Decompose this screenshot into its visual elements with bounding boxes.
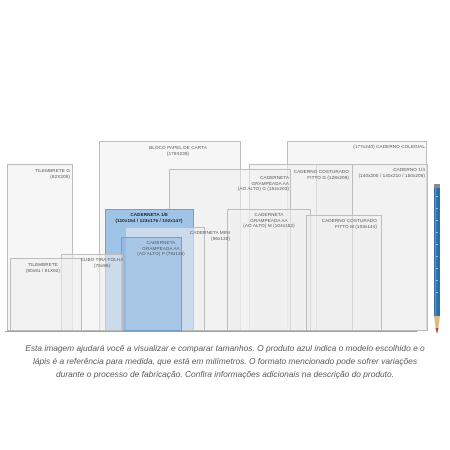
label-caderno-costurado-g: CADERNO COSTURADO FITTO G (128x208) <box>293 169 349 180</box>
caption-text: Esta imagem ajudará você a visualizar e comparar tamanhos. O produto azul indica o modelo escolhido e o lápis é a referência para medida, que está em milímetros. O formato mencionado pode sofrer variações durante o processo de fabricação. Confira informações adicionais na descrição do produto. <box>25 343 425 379</box>
label-caderno-colegial: (177x240) CADERNO COLEGIAL <box>353 144 425 149</box>
label-cubo-tira-folha: CUBO TIRA FOLHA (76x96) <box>80 257 124 268</box>
label-caderno-costurado-m: CADERNO COSTURADO FITTO M (103x144) <box>321 218 377 229</box>
label-caderneta-grampeada-m: CADERNETA GRAMPEADA AA (AO ALTO) M (104x152) <box>243 212 295 229</box>
label-caderneta-grampeada-g: CADERNETA GRAMPEADA AA (AO ALTO) G (152x203) <box>237 175 289 192</box>
label-tilembrete: TILEMBRETE (80x91 / 91X92) <box>25 262 61 273</box>
label-caderno-34: CADERNO 1/4 (140x200 / 140x210 / 150x208) <box>358 167 425 178</box>
label-caderneta-18: CADERNETA 1/8 (110x154 / 123x176 / 102x147) <box>115 212 183 223</box>
label-bloco-carta: BLOCO PAPEL DE CARTA (176X239) <box>149 145 207 156</box>
pencil-icon <box>430 182 444 337</box>
label-tilembrete-g: TILEMBRETE G (82X209) <box>35 168 70 179</box>
label-caderneta-grampeada-p: CADERNETA GRAMPEADA AA (AO ALTO) P (76x118) <box>137 240 185 257</box>
label-caderneta-mini: CADERNETA MINI (96x130) <box>189 230 230 241</box>
format-rect-caderno-costurado-m <box>306 215 382 331</box>
baseline <box>5 331 417 332</box>
